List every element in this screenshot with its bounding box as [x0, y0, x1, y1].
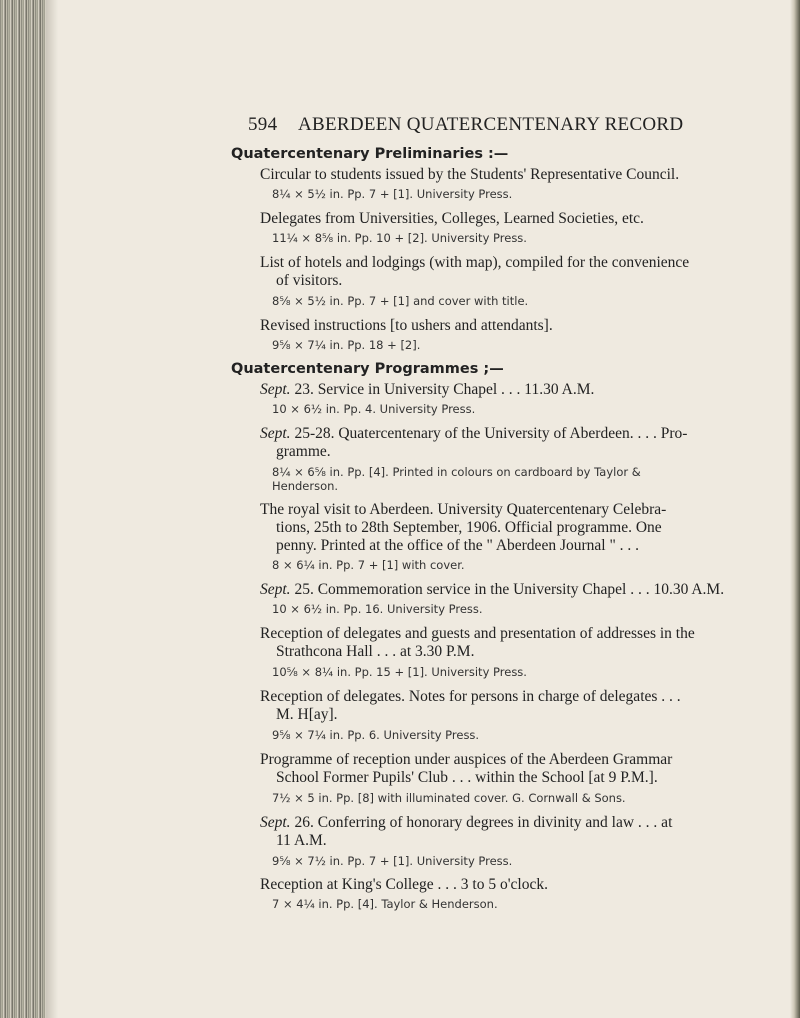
entry-text: 25. Commemoration service in the University Chapel . . . 10.30 A.M.	[290, 581, 725, 598]
entry-grammar-school-meta: 7½ × 5 in. Pp. [8] with illuminated cover. G. Cornwall & Sons.	[272, 791, 626, 805]
book-binding-edge	[0, 0, 46, 1018]
entry-hotels-meta: 8⅝ × 5½ in. Pp. 7 + [1] and cover with title.	[272, 294, 529, 308]
entry-sept25-28-line2: gramme.	[276, 443, 331, 460]
entry-sept25-28-line1	[260, 425, 687, 443]
section-heading-programmes: Quatercentenary Programmes ;—	[231, 361, 504, 377]
entry-sept25-28-meta-line2: Henderson.	[272, 479, 339, 493]
entry-sept23-line1	[260, 381, 594, 399]
entry-grammar-school-line2: School Former Pupils' Club . . . within the School [at 9 P.M.].	[276, 769, 658, 786]
entry-royal-visit-meta: 8 × 6¼ in. Pp. 7 + [1] with cover.	[272, 558, 465, 572]
entry-kings-college-line1: Reception at King's College . . . 3 to 5 o'clock.	[260, 876, 548, 893]
entry-royal-visit-line1: The royal visit to Aberdeen. University Quatercentenary Celebra-	[260, 501, 667, 518]
entry-reception-guests-meta: 10⅝ × 8¼ in. Pp. 15 + [1]. University Press.	[272, 665, 527, 679]
entry-text: 23. Service in University Chapel . . . 11.30 A.M.	[290, 381, 595, 398]
entry-grammar-school-line1: Programme of reception under auspices of the Aberdeen Grammar	[260, 751, 673, 768]
entry-delegates-meta: 11¼ × 8⅝ in. Pp. 10 + [2]. University Press.	[272, 231, 527, 245]
page-right-edge	[790, 0, 800, 1018]
entry-instructions-line1: Revised instructions [to ushers and attendants].	[260, 317, 553, 334]
entry-reception-delegates-line2: M. H[ay].	[276, 706, 338, 723]
entry-sept26-meta: 9⅝ × 7½ in. Pp. 7 + [1]. University Press.	[272, 854, 513, 868]
date-label: Sept.	[260, 581, 291, 598]
entry-hotels-line2: of visitors.	[276, 272, 343, 289]
entry-circular-line1: Circular to students issued by the Students' Representative Council.	[260, 166, 680, 183]
date-label: Sept.	[260, 814, 291, 831]
entry-royal-visit-line2: tions, 25th to 28th September, 1906. Official programme. One	[276, 519, 662, 536]
entry-text: 26. Conferring of honorary degrees in divinity and law . . . at	[290, 814, 673, 831]
entry-reception-delegates-line1: Reception of delegates. Notes for persons in charge of delegates . . .	[260, 688, 681, 705]
page-number: 594	[248, 114, 278, 135]
entry-hotels-line1: List of hotels and lodgings (with map), compiled for the convenience	[260, 254, 690, 271]
entry-reception-delegates-meta: 9⅝ × 7¼ in. Pp. 6. University Press.	[272, 728, 480, 742]
page-header	[248, 114, 684, 142]
entry-reception-guests-line2: Strathcona Hall . . . at 3.30 P.M.	[276, 643, 475, 660]
date-label: Sept.	[260, 425, 291, 442]
running-title: ABERDEEN QUATERCENTENARY RECORD	[298, 114, 684, 135]
entry-instructions-meta: 9⅝ × 7¼ in. Pp. 18 + [2].	[272, 338, 421, 352]
entry-royal-visit-line3: penny. Printed at the office of the " Aberdeen Journal " . . .	[276, 537, 640, 554]
entry-sept25-line1	[260, 581, 724, 599]
entry-kings-college-meta: 7 × 4¼ in. Pp. [4]. Taylor & Henderson.	[272, 897, 498, 911]
entry-sept26-line2: 11 A.M.	[276, 832, 327, 849]
entry-sept25-28-meta-line1: 8¼ × 6⅝ in. Pp. [4]. Printed in colours on cardboard by Taylor &	[272, 465, 641, 479]
section-heading-preliminaries: Quatercentenary Preliminaries :—	[231, 146, 509, 162]
entry-circular-meta: 8¼ × 5½ in. Pp. 7 + [1]. University Press.	[272, 187, 513, 201]
entry-sept23-meta: 10 × 6½ in. Pp. 4. University Press.	[272, 402, 476, 416]
entry-sept26-line1	[260, 814, 672, 832]
date-label: Sept.	[260, 381, 291, 398]
entry-reception-guests-line1: Reception of delegates and guests and presentation of addresses in the	[260, 625, 695, 642]
entry-delegates-line1: Delegates from Universities, Colleges, Learned Societies, etc.	[260, 210, 644, 227]
entry-sept25-meta: 10 × 6½ in. Pp. 16. University Press.	[272, 602, 483, 616]
entry-text: 25-28. Quatercentenary of the University of Aberdeen. . . . Pro-	[290, 425, 688, 442]
